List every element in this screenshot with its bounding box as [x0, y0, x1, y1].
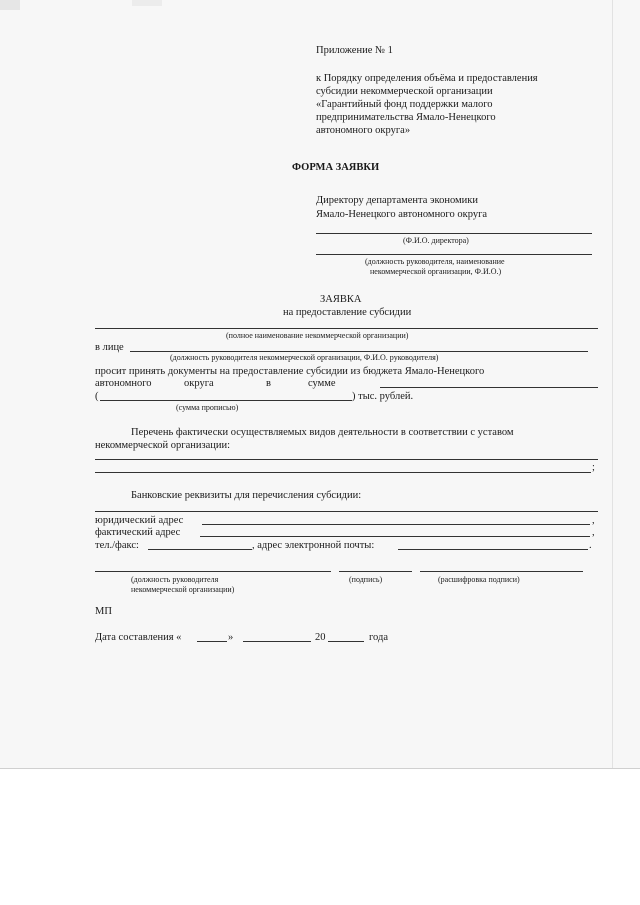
date-month-field[interactable]: [243, 641, 311, 642]
head-hint: (должность руководителя некоммерческой организации, Ф.И.О. руководителя): [170, 353, 439, 362]
request-word: автономного: [95, 378, 152, 389]
activities-field[interactable]: [95, 472, 591, 473]
request-line: [95, 365, 598, 378]
applicant-field[interactable]: [316, 254, 592, 255]
date-quote-close: »: [228, 632, 234, 643]
request-word: в: [266, 378, 271, 389]
applicant-hint: (должность руководителя, наименование: [365, 257, 505, 266]
applicant-hint: некоммерческой организации, Ф.И.О.): [370, 267, 502, 276]
position-hint: некоммерческой организации): [131, 585, 235, 594]
comma-mark: ,: [592, 515, 595, 526]
addressee-line: Ямало-Ненецкого автономного округа: [316, 209, 488, 220]
sum-words-field[interactable]: [100, 400, 352, 401]
email-field[interactable]: [398, 549, 588, 550]
scan-smudge: [132, 0, 162, 6]
activities-text: некоммерческой организации:: [95, 440, 231, 451]
org-name-field[interactable]: [95, 328, 598, 329]
actual-address-label: фактический адрес: [95, 527, 181, 538]
org-name-hint: (полное наименование некоммерческой организации): [226, 331, 409, 340]
sum-words-hint: (сумма прописью): [176, 403, 239, 412]
appendix-line: «Гарантийный фонд поддержки малого: [316, 99, 493, 110]
actual-address-field[interactable]: [200, 536, 590, 537]
appendix-line: автономного округа»: [316, 125, 411, 136]
position-hint: (должность руководителя: [131, 575, 219, 584]
in-person-label: в лице: [95, 342, 124, 353]
date-label: Дата составления «: [95, 632, 182, 643]
application-subtitle: на предоставление субсидии: [283, 307, 412, 318]
semicolon-mark: ;: [592, 462, 595, 473]
open-paren: (: [95, 391, 99, 402]
activities-field[interactable]: [95, 459, 598, 460]
appendix-line: субсидии некоммерческой организации: [316, 86, 493, 97]
thousand-rub-label: ) тыс. рублей.: [352, 391, 414, 402]
legal-address-label: юридический адрес: [95, 515, 184, 526]
position-field[interactable]: [95, 571, 331, 572]
date-year-field[interactable]: [328, 641, 364, 642]
head-field[interactable]: [130, 351, 588, 352]
application-title: ЗАЯВКА: [320, 294, 362, 305]
bank-details-field[interactable]: [95, 511, 598, 512]
appendix-line: к Порядку определения объёма и предоставления: [316, 73, 538, 84]
appendix-line: предпринимательства Ямало-Ненецкого: [316, 112, 496, 123]
date-day-field[interactable]: [197, 641, 227, 642]
date-year-suffix: года: [369, 632, 388, 643]
scan-smudge: [0, 0, 20, 10]
signature-hint: (подпись): [349, 575, 383, 584]
comma-mark: ,: [592, 527, 595, 538]
phone-fax-field[interactable]: [148, 549, 252, 550]
stamp-label: МП: [95, 606, 112, 617]
phone-fax-label: тел./факс:: [95, 540, 139, 551]
director-name-field[interactable]: [316, 233, 592, 234]
signature-field[interactable]: [339, 571, 412, 572]
addressee-line: Директору департамента экономики: [316, 195, 479, 206]
request-word: округа: [184, 378, 214, 389]
page-fold-line: [612, 0, 613, 768]
form-title: ФОРМА ЗАЯВКИ: [292, 162, 380, 173]
date-year-prefix: 20: [315, 632, 326, 643]
request-text: просит принять документы на предоставление субсидии из бюджета Ямало-Ненецкого: [95, 366, 485, 377]
decoding-hint: (расшифровка подписи): [438, 575, 520, 584]
email-label: , адрес электронной почты:: [252, 540, 375, 551]
director-name-hint: (Ф.И.О. директора): [403, 236, 469, 245]
appendix-title: Приложение № 1: [316, 45, 393, 56]
decoding-field[interactable]: [420, 571, 583, 572]
period-mark: .: [589, 540, 592, 551]
bank-heading: Банковские реквизиты для перечисления субсидии:: [131, 490, 362, 501]
sum-digits-field[interactable]: [380, 387, 598, 388]
activities-text: Перечень фактически осуществляемых видов деятельности в соответствии с уставом: [131, 427, 514, 438]
request-word: сумме: [308, 378, 336, 389]
legal-address-field[interactable]: [202, 524, 590, 525]
